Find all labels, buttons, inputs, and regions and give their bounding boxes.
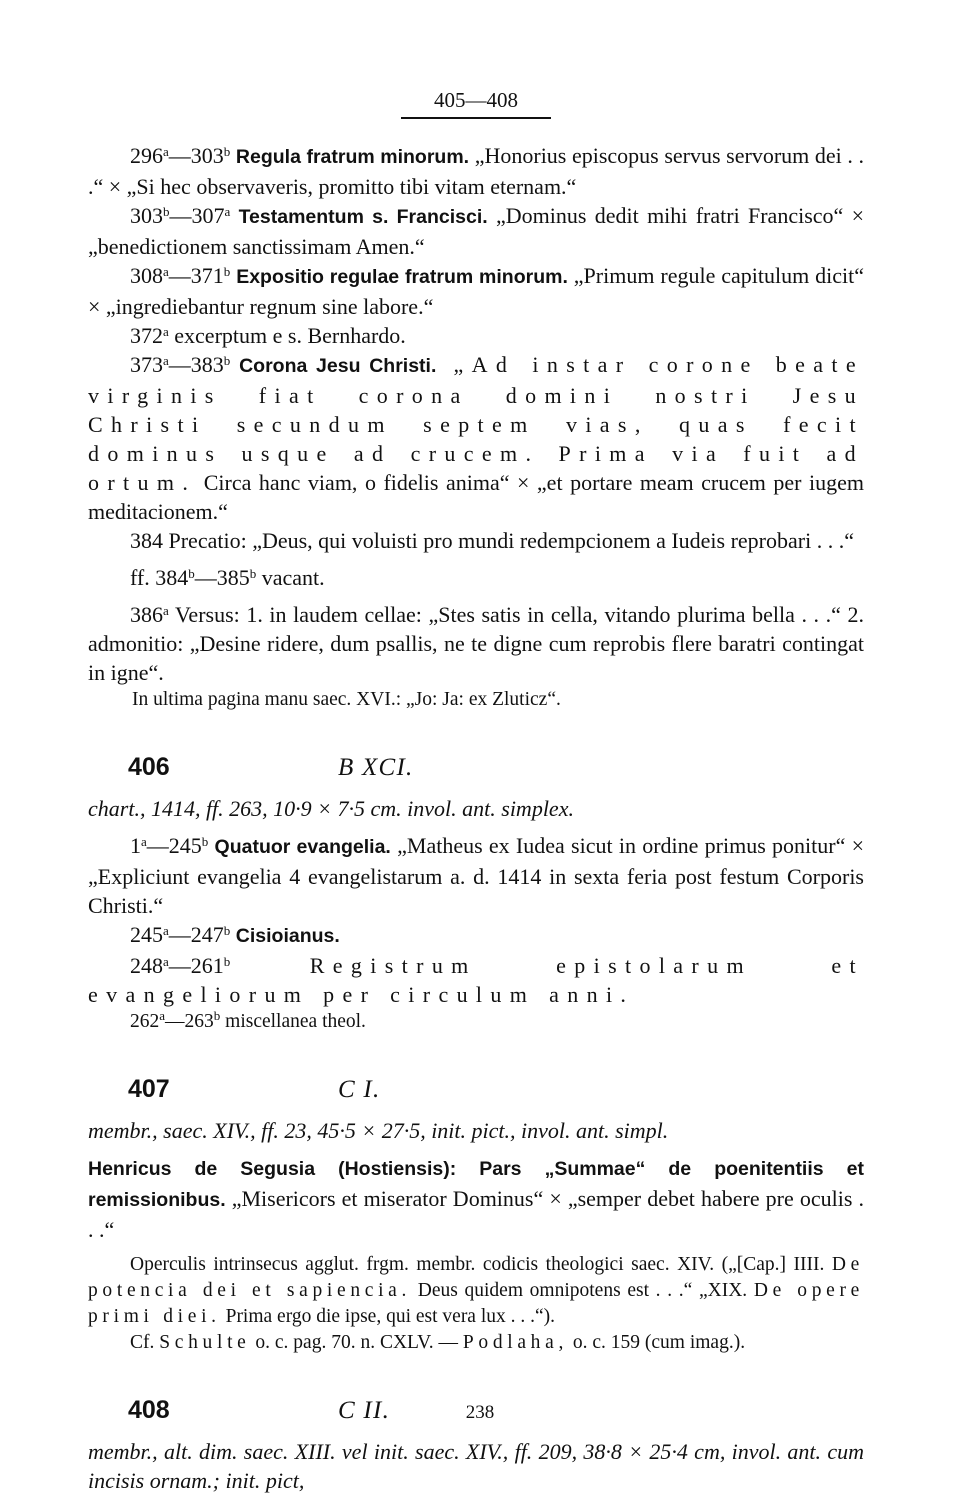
folio-ref: 248: [130, 953, 163, 978]
cf-author: Podlaha,: [462, 1332, 568, 1353]
folio-ref: 245: [130, 922, 163, 947]
entry-407-content: [88, 1153, 864, 1244]
folio-sup: a: [163, 922, 169, 938]
item-296: [88, 141, 864, 201]
item-text: „Honorius episcopus servus servorum dei . . .“ × „Si hec observaveris, promitto tibi vitam eternam.“: [88, 143, 865, 199]
entry-signature: C I.: [338, 1076, 381, 1103]
entry-number: 407: [128, 1075, 170, 1103]
folio-sup-end: b: [223, 263, 231, 279]
running-header: 405—408: [434, 88, 518, 112]
item-1: [88, 831, 864, 920]
folio-ref: ff. 384: [130, 565, 189, 590]
folio-sup-end: a: [224, 203, 231, 219]
folio-ref: 303: [130, 203, 163, 228]
folio-ref-end: —385: [194, 565, 250, 590]
entry-407-note: [88, 1252, 864, 1330]
note-text: Deus quidem omnipotens est . . .“ „XIX.: [411, 1280, 754, 1301]
header-rule: [401, 117, 551, 119]
cf-text: Cf.: [130, 1332, 160, 1353]
item-text: miscellanea theol.: [220, 1011, 366, 1032]
folio-ref-end: —303: [168, 143, 224, 168]
item-title: Henricus de Segusia (Hostiensis): Pars „Summae“ de poenitentiis et remissionibus.: [88, 1158, 864, 1211]
note-spaced: De potencia dei et sapiencia.: [88, 1254, 864, 1301]
item-384: [88, 526, 864, 555]
folio-ref: 308: [130, 263, 163, 288]
item-title: Cisioianus.: [235, 925, 340, 947]
folio-sup: a: [163, 602, 169, 618]
item-title: Quatuor evangelia.: [214, 836, 391, 858]
folio-ref: 373: [130, 352, 163, 377]
item-ff: [88, 563, 864, 592]
item-title: Expositio regulae fratrum minorum.: [236, 266, 568, 288]
item-text: Circa hanc viam, o fidelis anima“ × „et portare meam crucem per iugem meditacionem.“: [88, 470, 864, 524]
entry-406-heading: [88, 753, 864, 782]
item-373: [88, 350, 864, 526]
entry-407-cf: [88, 1330, 864, 1356]
folio-ref: 386: [130, 602, 163, 627]
entry-406-description: chart., 1414, ff. 263, 10·9 × 7·5 cm. invol. ant. simplex.: [88, 796, 574, 821]
page-number: 238: [465, 1402, 495, 1423]
note-text: Operculis intrinsecus agglut. frgm. membr. codicis theologici saec. XIV. („[Cap.] IIII.: [130, 1254, 832, 1275]
entry-number: 406: [128, 753, 170, 781]
item-text: „Misericors et miserator Dominus“ × „semper debet habere pre oculis . . .“: [88, 1186, 864, 1242]
entry-signature: B XCI.: [338, 754, 414, 781]
folio-ref-end: —247: [168, 922, 224, 947]
folio-ref: 384: [130, 528, 163, 553]
folio-ref-end: —263: [165, 1011, 214, 1032]
item-248: [88, 951, 864, 1009]
item-372: [88, 321, 864, 350]
folio-sup-end: b: [249, 565, 257, 581]
cf-text: o. c. 159 (cum imag.).: [568, 1332, 746, 1353]
folio-sup-end: b: [223, 922, 231, 938]
folio-sup: b: [163, 203, 170, 219]
folio-sup: a: [163, 263, 169, 279]
folio-ref: 372: [130, 323, 163, 348]
page: [88, 0, 864, 1503]
entry-408-description: membr., alt. dim. saec. XIII. vel init. saec. XIV., ff. 209, 38·8 × 25·4 cm, invol. ant. cum incisis ornam.; init. pict,: [88, 1439, 864, 1493]
item-title: Testamentum s. Francisci.: [238, 206, 488, 228]
folio-ref-end: —383: [168, 352, 224, 377]
item-text: „Primum regule capitulum dicit“ × „ingrediebantur regnum sine labore.“: [88, 263, 864, 319]
entry-signature: C II.: [338, 1397, 391, 1424]
item-title: Regula fratrum minorum.: [235, 146, 470, 168]
cf-text: o. c. pag. 70. n. CXLV. —: [250, 1332, 463, 1353]
spaced-title: Registrum epistolarum et evangeliorum per circulum anni.: [88, 953, 864, 1007]
spaced-quote: „Ad instar corone beate virginis fiat corona domini nostri Jesu Christi secundum septem vias, quas fecit dominus usque ad crucem. Prima via fuit ad ortum.: [88, 352, 864, 495]
item-386: [88, 600, 864, 687]
folio-sup: a: [163, 323, 169, 339]
folio-ref: 296: [130, 143, 163, 168]
folio-ref: 262: [130, 1011, 160, 1032]
item-303: [88, 201, 864, 261]
folio-ref-end: —371: [168, 263, 224, 288]
note-ultima: In ultima pagina manu saec. XVI.: „Jo: Ja: ex Zluticz“.: [132, 689, 561, 710]
folio-sup-end: b: [223, 143, 231, 159]
folio-sup: a: [163, 953, 169, 969]
folio-sup-end: b: [213, 1007, 221, 1023]
entry-405-body: [88, 141, 864, 1495]
folio-ref-end: —307: [169, 203, 225, 228]
folio-sup: a: [159, 1007, 166, 1023]
folio-sup: a: [163, 352, 169, 368]
item-text: „Dominus dedit mihi fratri Francisco“ × „benedictionem sanctissimam Amen.“: [88, 203, 865, 259]
folio-sup: a: [163, 143, 169, 159]
item-title: Corona Jesu Christi.: [239, 355, 437, 377]
item-245: [88, 920, 864, 951]
folio-ref-end: —261: [168, 953, 224, 978]
folio-sup: a: [141, 833, 147, 849]
folio-ref-end: —245: [146, 833, 202, 858]
note-spaced: De opere primi diei.: [88, 1280, 864, 1327]
cf-author: Schulte: [159, 1332, 251, 1353]
entry-407-description: membr., saec. XIV., ff. 23, 45·5 × 27·5, init. pict., invol. ant. simpl.: [88, 1118, 669, 1143]
folio-sup-end: b: [201, 833, 209, 849]
folio-sup-end: b: [223, 352, 231, 368]
item-text: Precatio: „Deus, qui voluisti pro mundi redempcionem a Iudeis reprobari . . .“: [163, 528, 854, 553]
item-text: vacant.: [256, 565, 325, 590]
item-262: [88, 1009, 864, 1035]
folio-ref: 1: [130, 833, 141, 858]
entry-407-heading: [88, 1075, 864, 1104]
item-text: Versus: 1. in laudem cellae: „Stes satis in cella, vitando plurima bella . . .“ 2. admonitio: „Desine ridere, dum psallis, ne te digne cum reprobis flere baratri contingat in igne“.: [88, 602, 864, 685]
note-text: Prima ergo die ipse, qui est vera lux . . .“).: [220, 1306, 556, 1327]
item-308: [88, 261, 864, 321]
entry-number: 408: [128, 1396, 170, 1424]
folio-sup-end: b: [223, 953, 231, 969]
item-text: „Matheus ex Iudea sicut in ordine primus ponitur“ × „Expliciunt evangelia 4 evangelistarum a. d. 1414 in sexta feria post festum Corporis Christi.“: [88, 833, 864, 918]
item-text: excerptum e s. Bernhardo.: [168, 323, 406, 348]
folio-sup: b: [188, 565, 195, 581]
